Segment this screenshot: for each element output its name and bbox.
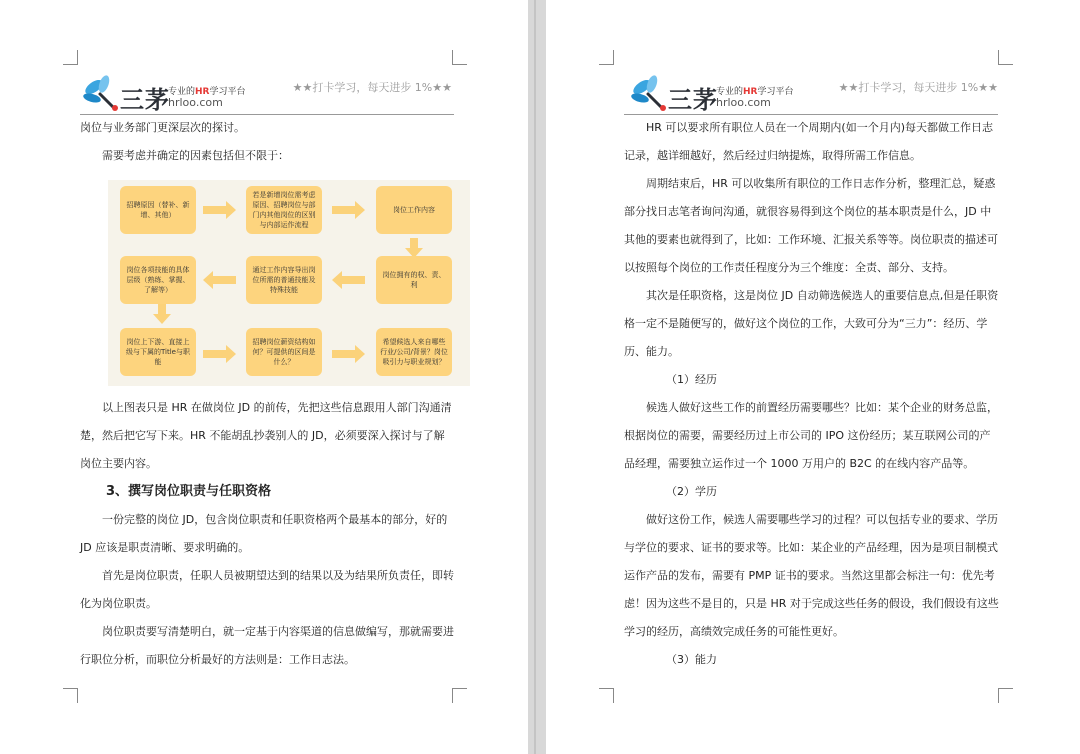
header-slogan: ★★打卡学习，每天进步 1%★★ — [292, 81, 452, 94]
subheading: （1）经历 — [666, 373, 717, 386]
arrow-down-icon — [405, 238, 423, 258]
flowchart — [108, 180, 470, 386]
document-page-right — [546, 0, 1080, 754]
flow-box: 招聘岗位薪资结构如何？可提供的区间是什么？ — [246, 328, 322, 376]
arrow-down-icon — [153, 304, 171, 324]
text-block — [80, 114, 454, 170]
paragraph: 首先是岗位职责，任职人员被期望达到的结果以及为结果所负责任，即转化为岗位职责。 — [80, 569, 454, 610]
brand-tagline: 专业的HR学习平台 — [716, 87, 794, 97]
page-header — [630, 74, 998, 114]
flow-box: 若是新增岗位需考虑原因、招聘岗位与部门内其他岗位的区别与内部运作流程 — [246, 186, 322, 234]
crop-mark — [998, 50, 1013, 65]
flow-box: 岗位上下游、直接上级与下属的Title与职能 — [120, 328, 196, 376]
header-slogan: ★★打卡学习，每天进步 1%★★ — [838, 81, 998, 94]
paragraph: 做好这份工作，候选人需要哪些学习的过程？可以包括专业的要求、学历与学位的要求、证书的要求等。比如：某企业的产品经理，因为是项目制模式运作产品的发布，需要有 PMP 证书的要求。当然这里都会标注一句：优先考虑！因为这些不是目的，只是 HR 对于完成这些任务的假设，我们假设有这些学习的经历，高绩效完成任务的可能性更好。 — [624, 513, 999, 638]
crop-mark — [599, 688, 614, 703]
crop-mark — [599, 50, 614, 65]
crop-mark — [63, 50, 78, 65]
paragraph: 候选人做好这些工作的前置经历需要哪些？比如：某个企业的财务总监，根据岗位的需要，需要经历过上市公司的 IPO 这份经历；某互联网公司的产品经理，需要独立运作过一个 1000 万用户的 B2C 的在线内容产品等。 — [624, 401, 998, 470]
document-page-left — [0, 0, 528, 754]
flow-box: 通过工作内容导出岗位所需的普通技能及特殊技能 — [246, 256, 322, 304]
brand-tagline: 专业的HR学习平台 — [168, 87, 246, 97]
crop-mark — [998, 688, 1013, 703]
brand-name: 三茅 — [120, 86, 170, 114]
arrow-right-icon — [203, 345, 236, 363]
page-divider — [528, 0, 546, 754]
arrow-right-icon — [332, 201, 365, 219]
arrow-right-icon — [332, 345, 365, 363]
paragraph: 以上图表只是 HR 在做岗位 JD 的前传，先把这些信息跟用人部门沟通清楚，然后把它写下来。HR 不能胡乱抄袭别人的 JD，必须要深入探讨与了解岗位主要内容。 — [80, 401, 452, 470]
paragraph: 周期结束后，HR 可以收集所有职位的工作日志作分析，整理汇总，疑惑部分找日志笔者询问沟通，就很容易得到这个岗位的基本职责是什么，JD 中其他的要素也就得到了，比如：工作环境、汇报关系等等。岗位职责的描述可以按照每个岗位的工作责任程度分为三个维度：全责、部分、支持。 — [624, 177, 998, 274]
arrow-left-icon — [203, 271, 236, 289]
flow-box: 岗位拥有的权、责、利 — [376, 256, 452, 304]
arrow-right-icon — [203, 201, 236, 219]
page-header — [82, 74, 452, 114]
subheading: （3）能力 — [666, 653, 717, 666]
brand-url: hrloo.com — [716, 96, 771, 109]
flow-box: 岗位各项技能的具体层级（熟练、掌握、了解等） — [120, 256, 196, 304]
brand-url: hrloo.com — [168, 96, 223, 109]
crop-mark — [452, 688, 467, 703]
paragraph: 岗位职责要写清楚明白，就一定基于内容渠道的信息做编写，那就需要进行职位分析，而职位分析最好的方法则是：工作日志法。 — [80, 625, 454, 666]
subheading: （2）学历 — [666, 485, 717, 498]
paragraph: HR 可以要求所有职位人员在一个周期内(如一个月内)每天都做工作日志记录，越详细越好，然后经过归纳提炼，取得所需工作信息。 — [624, 121, 993, 162]
paragraph: 其次是任职资格，这是岗位 JD 自动筛选候选人的重要信息点,但是任职资格一定不是随便写的，做好这个岗位的工作，大致可分为“三力”：经历、学历、能力。 — [624, 289, 999, 358]
flow-box: 岗位工作内容 — [376, 186, 452, 234]
flow-box: 希望候选人来自哪些行业/公司/背景？岗位吸引力与职业规划？ — [376, 328, 452, 376]
brand-name: 三茅 — [668, 86, 718, 114]
section-heading: 3、撰写岗位职责与任职资格 — [106, 484, 272, 499]
crop-mark — [452, 50, 467, 65]
text-block — [80, 394, 454, 674]
paragraph: 岗位与业务部门更深层次的探讨。 — [80, 121, 245, 134]
arrow-left-icon — [332, 271, 365, 289]
flow-box: 招聘原因（替补、新增、其他） — [120, 186, 196, 234]
paragraph: 需要考虑并确定的因素包括但不限于： — [102, 149, 289, 162]
crop-mark — [63, 688, 78, 703]
text-block — [624, 114, 1000, 674]
paragraph: 一份完整的岗位 JD，包含岗位职责和任职资格两个最基本的部分，好的 JD 应该是职责清晰、要求明确的。 — [80, 513, 448, 554]
